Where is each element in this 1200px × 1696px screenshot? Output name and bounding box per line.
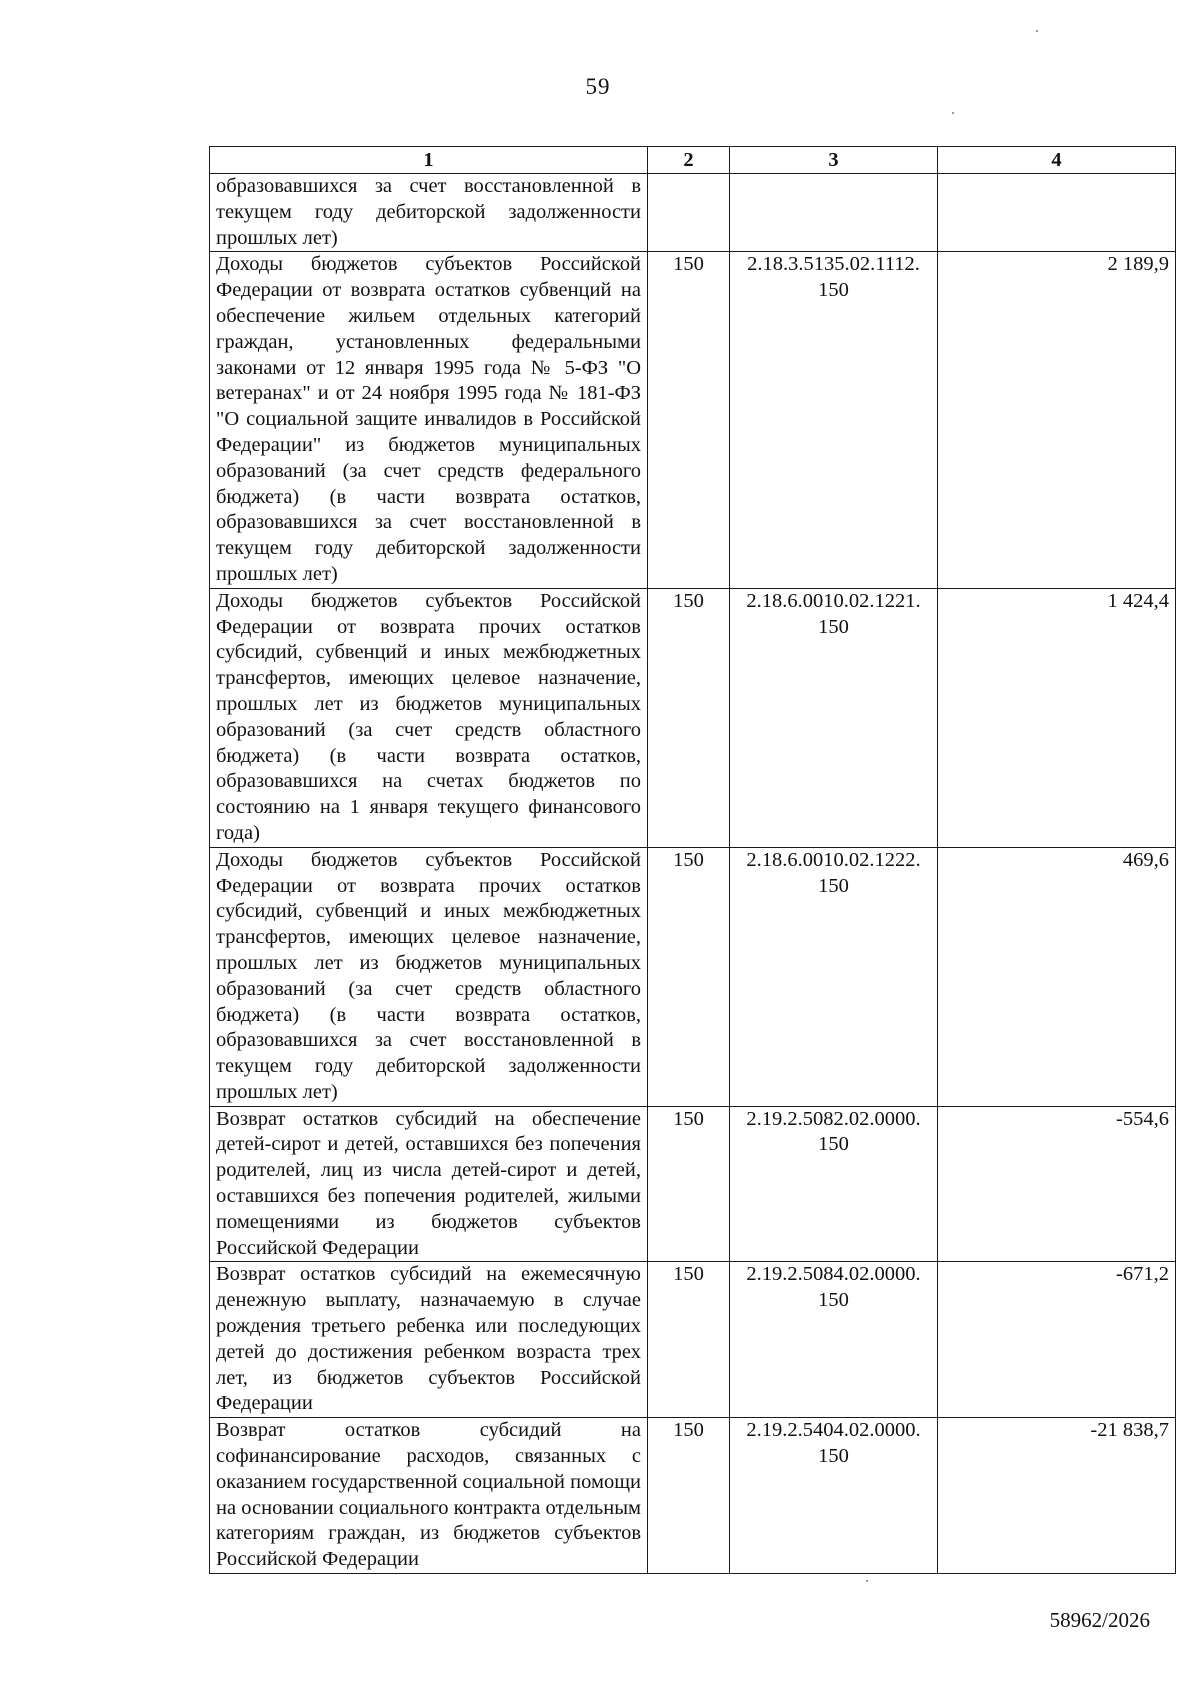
table-row	[210, 588, 1176, 847]
table-row	[210, 1262, 1176, 1418]
row-description: Возврат остатков субсидий на ежемесячную денежную выплату, назначаемую в случае рождения третьего ребенка или последующих детей до достижения ребенком возраста трех лет, из бюджетов субъектов Российской Федерации	[210, 1262, 648, 1418]
header-col-1: 1	[210, 147, 648, 174]
row-amount: 469,6	[938, 847, 1176, 1106]
row-amount: -554,6	[938, 1106, 1176, 1262]
document-id: 58962/2026	[1049, 1608, 1150, 1632]
row-amount: 1 424,4	[938, 588, 1176, 847]
row-amount: -671,2	[938, 1262, 1176, 1418]
row-kbk: 2.18.6.0010.02.1221. 150	[730, 588, 938, 847]
row-code	[648, 174, 730, 252]
row-kbk: 2.19.2.5082.02.0000. 150	[730, 1106, 938, 1262]
row-amount	[938, 174, 1176, 252]
header-col-2: 2	[648, 147, 730, 174]
row-code: 150	[648, 1106, 730, 1262]
header-col-3: 3	[730, 147, 938, 174]
row-code: 150	[648, 252, 730, 588]
row-description: образовавшихся за счет восстановленной в текущем году дебиторской задолженности прошлых лет)	[210, 174, 648, 252]
table-row	[210, 1418, 1176, 1574]
row-code: 150	[648, 847, 730, 1106]
row-kbk: 2.18.3.5135.02.1112. 150	[730, 252, 938, 588]
header-col-4: 4	[938, 147, 1176, 174]
row-kbk: 2.19.2.5404.02.0000. 150	[730, 1418, 938, 1574]
row-description: Возврат остатков субсидий на обеспечение детей-сирот и детей, оставшихся без попечения родителей, лиц из числа детей-сирот и детей, оставшихся без попечения родителей, жилыми помещениями из бюджетов субъектов Российской Федерации	[210, 1106, 648, 1262]
header-row	[210, 147, 1176, 174]
table-row	[210, 252, 1176, 588]
row-description: Возврат остатков субсидий на софинансирование расходов, связанных с оказанием государственной социальной помощи на основании социального контракта отдельным категориям граждан, из бюджетов субъектов Российской Федерации	[210, 1418, 648, 1574]
row-kbk: 2.18.6.0010.02.1222. 150	[730, 847, 938, 1106]
row-kbk	[730, 174, 938, 252]
row-code: 150	[648, 1262, 730, 1418]
row-code: 150	[648, 1418, 730, 1574]
page-number	[0, 74, 1200, 100]
row-code: 150	[648, 588, 730, 847]
page-number-text: 59	[585, 74, 611, 99]
row-description: Доходы бюджетов субъектов Российской Федерации от возврата прочих остатков субсидий, субвенций и иных межбюджетных трансфертов, имеющих целевое назначение, прошлых лет из бюджетов муниципальных образований (за счет средств областного бюджета) (в части возврата остатков, образовавшихся за счет восстановленной в текущем году дебиторской задолженности прошлых лет)	[210, 847, 648, 1106]
scan-speck	[1036, 30, 1038, 32]
table-row	[210, 174, 1176, 252]
scan-speck	[866, 1580, 868, 1582]
row-amount: 2 189,9	[938, 252, 1176, 588]
revenue-table	[209, 146, 1176, 1574]
row-kbk: 2.19.2.5084.02.0000. 150	[730, 1262, 938, 1418]
row-amount: -21 838,7	[938, 1418, 1176, 1574]
row-description: Доходы бюджетов субъектов Российской Федерации от возврата остатков субвенций на обеспечение жильем отдельных категорий граждан, установленных федеральными законами от 12 января 1995 года № 5-ФЗ "О ветеранах" и от 24 ноября 1995 года № 181-ФЗ "О социальной защите инвалидов в Российской Федерации" из бюджетов муниципальных образований (за счет средств федерального бюджета) (в части возврата остатков, образовавшихся за счет восстановленной в текущем году дебиторской задолженности прошлых лет)	[210, 252, 648, 588]
table-row	[210, 847, 1176, 1106]
table-row	[210, 1106, 1176, 1262]
row-description: Доходы бюджетов субъектов Российской Федерации от возврата прочих остатков субсидий, субвенций и иных межбюджетных трансфертов, имеющих целевое назначение, прошлых лет из бюджетов муниципальных образований (за счет средств областного бюджета) (в части возврата остатков, образовавшихся на счетах бюджетов по состоянию на 1 января текущего финансового года)	[210, 588, 648, 847]
scan-speck	[952, 112, 954, 114]
